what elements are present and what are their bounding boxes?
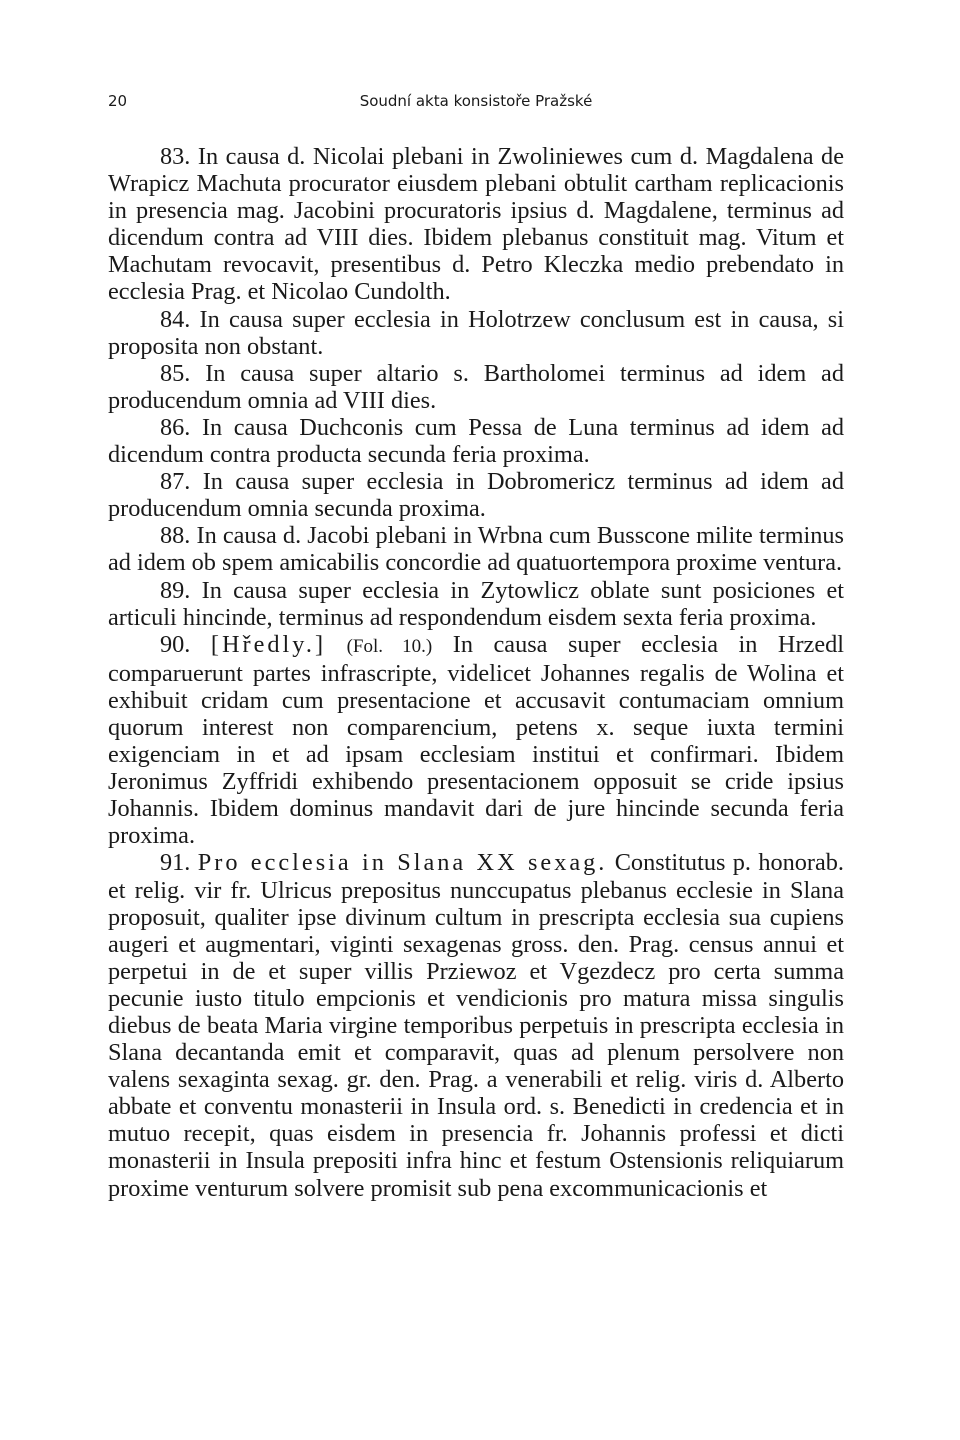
entry-text: Constitutus p. honorab. et relig. vir fr. Ulricus prepositus nunccupatus plebanus ecclesie in Slana proposuit, qualiter ipse divinum cultum in prescripta ecclesia sua cupiens augeri et augmentari, viginti sexagenas gross. den. Prag. census annui et perpetui in de et super villis Prziewoz et Vgezdecz pro certa summa pecunie iusto titulo empcionis et vendicionis pro matura missa singulis diebus de beata Maria virgine temporibus perpetuis in prescripta ecclesia in Slana decantanda emit et comparavit, quas ad plenum persolvere non valens sexaginta sexag. gr. den. Prag. a venerabili et relig. viris d. Alberto abbate et conventu monasterii in Insula ord. s. Benedicti in credencia et in mutuo recepit, quas eisdem in presencia fr. Johannis professi et dicti monasterii in Insula prepositi infra hinc et festum Ostensionis reliquiarum proxime venturum solvere promisit sub pena excommunicacionis et — [108, 849, 845, 1202]
folio-reference: (Fol. 10.) — [346, 635, 433, 657]
entry-83: 83. In causa d. Nicolai plebani in Zwoliniewes cum d. Magdalena de Wrapicz Machuta procurator eiusdem plebani obtulit cartham replicacionis in presencia mag. Jacobini procuratoris ipsius d. Magdalene, terminus ad dicendum contra ad VIII dies. Ibidem plebanus constituit mag. Vitum et Machutam revocavit, presentibus d. Petro Kleczka medio prebendato in ecclesia Prag. et Nicolao Cundolth. — [108, 143, 844, 306]
body-text — [108, 143, 844, 1202]
entry-86: 86. In causa Duchconis cum Pessa de Luna terminus ad idem ad dicendum contra producta secunda feria proxima. — [108, 413, 844, 469]
entry-heading: Pro ecclesia in Slana XX sexag. — [197, 849, 608, 877]
running-title: Soudní akta konsistoře Pražské — [359, 92, 593, 110]
entry-90 — [108, 631, 844, 850]
entry-87: 87. In causa super ecclesia in Dobromericz terminus ad idem ad producendum omnia secunda proxima. — [108, 468, 844, 523]
place-name: [Hředly.] — [210, 630, 327, 658]
page-header — [108, 92, 844, 116]
entry-number: 91. — [160, 849, 191, 877]
entry-84: 84. In causa super ecclesia in Holotrzew conclusum est in causa, si proposita non obstant. — [108, 305, 844, 360]
entry-85: 85. In causa super altario s. Bartholomei terminus ad idem ad producendum omnia ad VIII dies. — [108, 359, 844, 414]
entry-89: 89. In causa super ecclesia in Zytowlicz oblate sunt posiciones et articuli hincinde, terminus ad respondendum eisdem sexta feria proxima. — [108, 576, 844, 631]
entry-91 — [108, 849, 844, 1201]
entry-88: 88. In causa d. Jacobi plebani in Wrbna cum Busscone milite terminus ad idem ob spem amicabilis concordie ad quatuortempora proxime ventura. — [108, 522, 844, 577]
page-number: 20 — [108, 92, 128, 110]
entry-number: 90. — [160, 630, 191, 658]
entry-text: In causa super ecclesia in Hrzedl comparuerunt partes infrascripte, videlicet Johannes regalis de Wolina et exhibuit cridam cum presentacione et accusavit contumaciam omnium quorum interest non comparencium, petens x. seque iuxta termini exigenciam in et ad ipsam ecclesiam institui et confirmari. Ibidem Jeronimus Zyffridi exhibendo presentacionem opposuit se cride ipsius Johannis. Ibidem dominus mandavit dari de jure hincinde secunda feria proxima. — [108, 630, 845, 850]
